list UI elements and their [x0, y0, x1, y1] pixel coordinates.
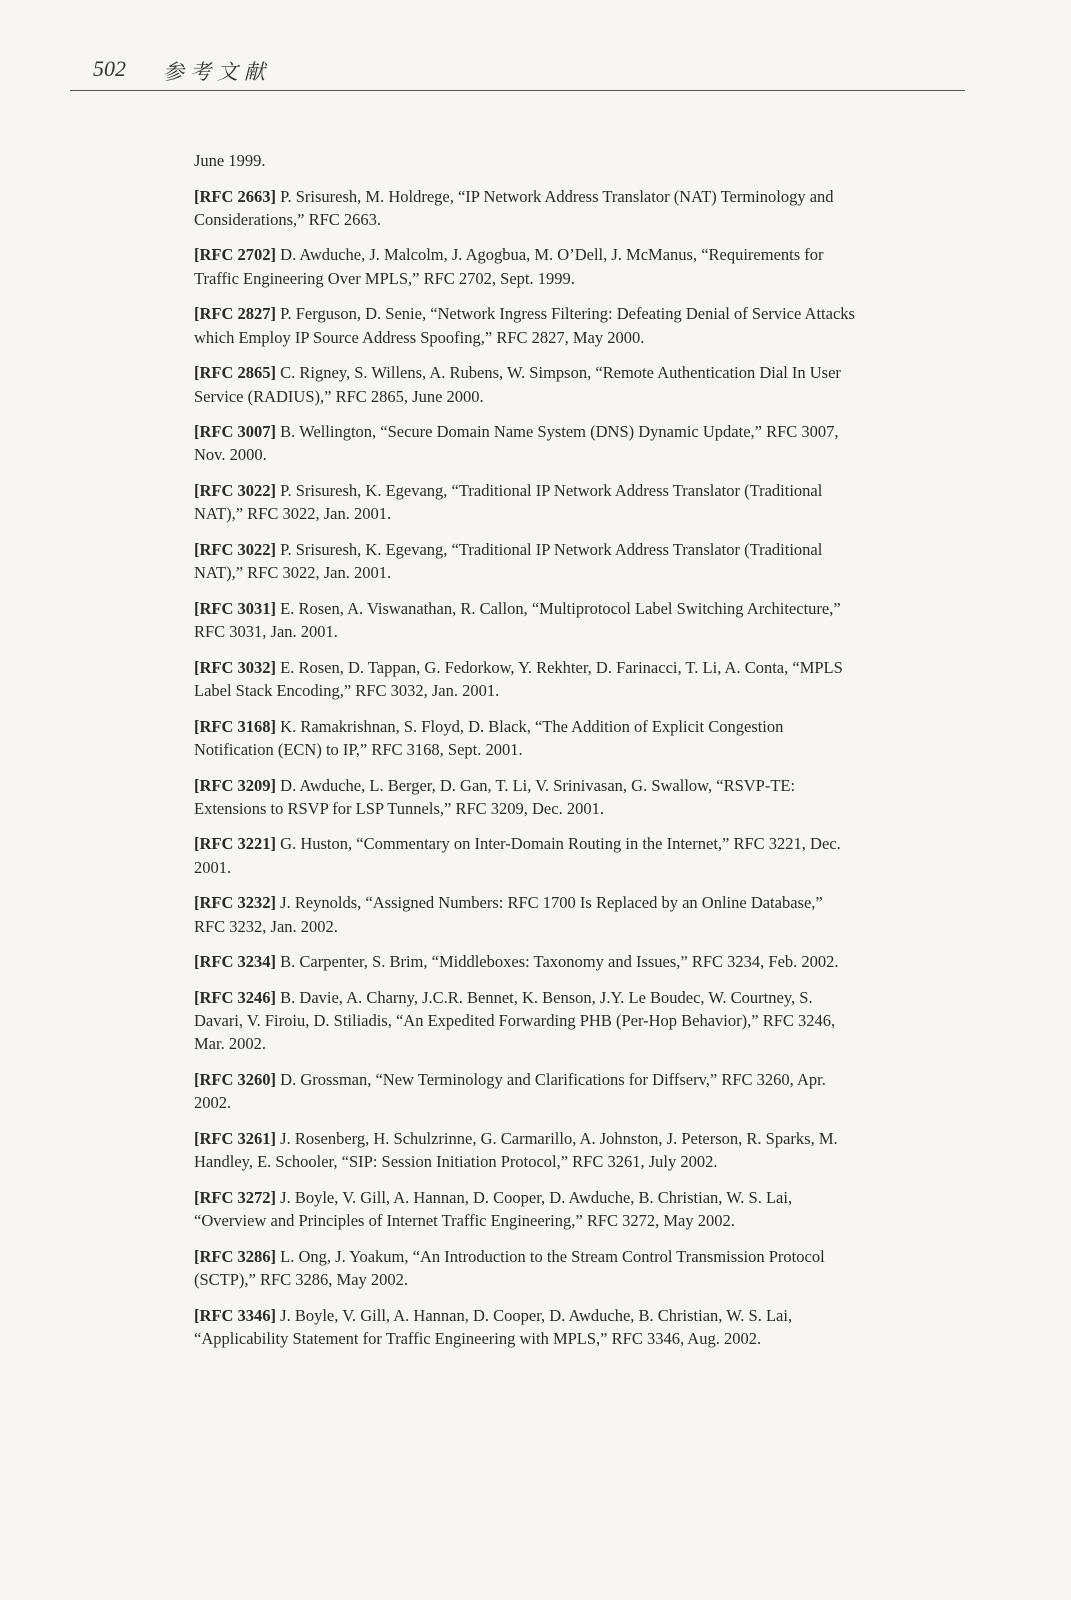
- reference-entry: [194, 420, 858, 467]
- reference-key: [RFC 2663]: [194, 186, 277, 206]
- reference-key: [RFC 3346]: [194, 1305, 277, 1325]
- reference-entry: [194, 1245, 858, 1292]
- reference-text: J. Rosenberg, H. Schulzrinne, G. Carmarillo, A. Johnston, J. Peterson, R. Sparks, M. Handley, E. Schooler, “SIP: Session Initiation Protocol,” RFC 3261, July 2002.: [194, 1128, 838, 1172]
- reference-text: J. Reynolds, “Assigned Numbers: RFC 1700 Is Replaced by an Online Database,” RFC 3232, Jan. 2002.: [194, 893, 823, 936]
- reference-text: K. Ramakrishnan, S. Floyd, D. Black, “The Addition of Explicit Congestion Notification (ECN) to IP,” RFC 3168, Sept. 2001.: [194, 716, 784, 759]
- reference-key: [RFC 3286]: [194, 1246, 277, 1266]
- reference-key: [RFC 3232]: [194, 893, 277, 913]
- reference-entry: [194, 715, 858, 762]
- reference-key: [RFC 3022]: [194, 539, 277, 559]
- reference-text: J. Boyle, V. Gill, A. Hannan, D. Cooper, D. Awduche, B. Christian, W. S. Lai, “Overview and Principles of Internet Traffic Engineering,” RFC 3272, May 2002.: [194, 1187, 793, 1231]
- reference-text: B. Davie, A. Charny, J.C.R. Bennet, K. Benson, J.Y. Le Boudec, W. Courtney, S. Davari, V. Firoiu, D. Stiliadis, “An Expedited Forwarding PHB (Per-Hop Behavior),” RFC 3246, Mar. 2002.: [194, 987, 836, 1054]
- page-number: 502: [93, 56, 126, 81]
- reference-text: P. Ferguson, D. Senie, “Network Ingress Filtering: Defeating Denial of Service Attacks which Employ IP Source Address Spoofing,” RFC 2827, May 2000.: [194, 304, 855, 347]
- running-head: 参考文献: [163, 60, 271, 84]
- reference-key: [RFC 3261]: [194, 1128, 277, 1148]
- reference-entry: [194, 538, 858, 585]
- reference-key: [RFC 3260]: [194, 1069, 277, 1089]
- continued-reference-text: June 1999.: [194, 151, 266, 170]
- reference-key: [RFC 3209]: [194, 775, 277, 795]
- reference-list: [194, 149, 858, 1362]
- reference-key: [RFC 2865]: [194, 363, 277, 383]
- reference-entry: [194, 597, 858, 644]
- reference-key: [RFC 2827]: [194, 304, 277, 324]
- reference-text: B. Carpenter, S. Brim, “Middleboxes: Taxonomy and Issues,” RFC 3234, Feb. 2002.: [276, 952, 839, 972]
- reference-text: D. Grossman, “New Terminology and Clarifications for Diffserv,” RFC 3260, Apr. 2002.: [194, 1069, 826, 1113]
- reference-text: B. Wellington, “Secure Domain Name System (DNS) Dynamic Update,” RFC 3007, Nov. 2000.: [194, 422, 839, 465]
- reference-entry: [194, 832, 858, 879]
- reference-entry: [194, 774, 858, 821]
- reference-entry: [194, 1068, 858, 1115]
- reference-text: D. Awduche, J. Malcolm, J. Agogbua, M. O’Dell, J. McManus, “Requirements for Traffic Engineering Over MPLS,” RFC 2702, Sept. 1999.: [194, 245, 824, 288]
- reference-entry: [194, 361, 858, 408]
- reference-entry: [194, 479, 858, 526]
- reference-text: C. Rigney, S. Willens, A. Rubens, W. Simpson, “Remote Authentication Dial In User Service (RADIUS),” RFC 2865, June 2000.: [194, 363, 841, 406]
- reference-text: G. Huston, “Commentary on Inter-Domain Routing in the Internet,” RFC 3221, Dec. 2001.: [194, 834, 841, 877]
- reference-text: P. Srisuresh, K. Egevang, “Traditional IP Network Address Translator (Traditional NAT),” RFC 3022, Jan. 2001.: [194, 481, 823, 524]
- reference-text: D. Awduche, L. Berger, D. Gan, T. Li, V. Srinivasan, G. Swallow, “RSVP-TE: Extensions to RSVP for LSP Tunnels,” RFC 3209, Dec. 2001.: [194, 775, 796, 818]
- reference-entry: [194, 656, 858, 703]
- reference-entry: [194, 185, 858, 232]
- reference-entry: [194, 1304, 858, 1351]
- reference-entry: [194, 1127, 858, 1174]
- reference-text: P. Srisuresh, K. Egevang, “Traditional IP Network Address Translator (Traditional NAT),” RFC 3022, Jan. 2001.: [194, 539, 823, 583]
- reference-text: L. Ong, J. Yoakum, “An Introduction to the Stream Control Transmission Protocol (SCTP),” RFC 3286, May 2002.: [194, 1246, 825, 1289]
- reference-text: J. Boyle, V. Gill, A. Hannan, D. Cooper, D. Awduche, B. Christian, W. S. Lai, “Applicability Statement for Traffic Engineering with MPLS,” RFC 3346, Aug. 2002.: [194, 1305, 793, 1348]
- reference-key: [RFC 3022]: [194, 481, 277, 501]
- reference-text: P. Srisuresh, M. Holdrege, “IP Network Address Translator (NAT) Terminology and Considerations,” RFC 2663.: [194, 186, 834, 229]
- reference-text: E. Rosen, D. Tappan, G. Fedorkow, Y. Rekhter, D. Farinacci, T. Li, A. Conta, “MPLS Label Stack Encoding,” RFC 3032, Jan. 2001.: [194, 657, 843, 701]
- reference-key: [RFC 3168]: [194, 716, 277, 736]
- reference-key: [RFC 2702]: [194, 245, 277, 265]
- reference-key: [RFC 3007]: [194, 422, 277, 442]
- reference-entry: [194, 986, 858, 1056]
- reference-key: [RFC 3032]: [194, 657, 277, 677]
- reference-entry: [194, 1186, 858, 1233]
- reference-key: [RFC 3246]: [194, 987, 277, 1007]
- reference-text: E. Rosen, A. Viswanathan, R. Callon, “Multiprotocol Label Switching Architecture,” RFC 3031, Jan. 2001.: [194, 598, 841, 642]
- reference-key: [RFC 3031]: [194, 598, 277, 618]
- reference-key: [RFC 3272]: [194, 1187, 277, 1207]
- reference-entry: [194, 891, 858, 938]
- reference-entry: [194, 302, 858, 349]
- page-header: [70, 50, 965, 91]
- reference-key: [RFC 3221]: [194, 834, 277, 854]
- reference-key: [RFC 3234]: [194, 952, 277, 972]
- reference-entry: [194, 243, 858, 290]
- reference-items: [194, 185, 858, 1351]
- reference-entry: [194, 950, 858, 973]
